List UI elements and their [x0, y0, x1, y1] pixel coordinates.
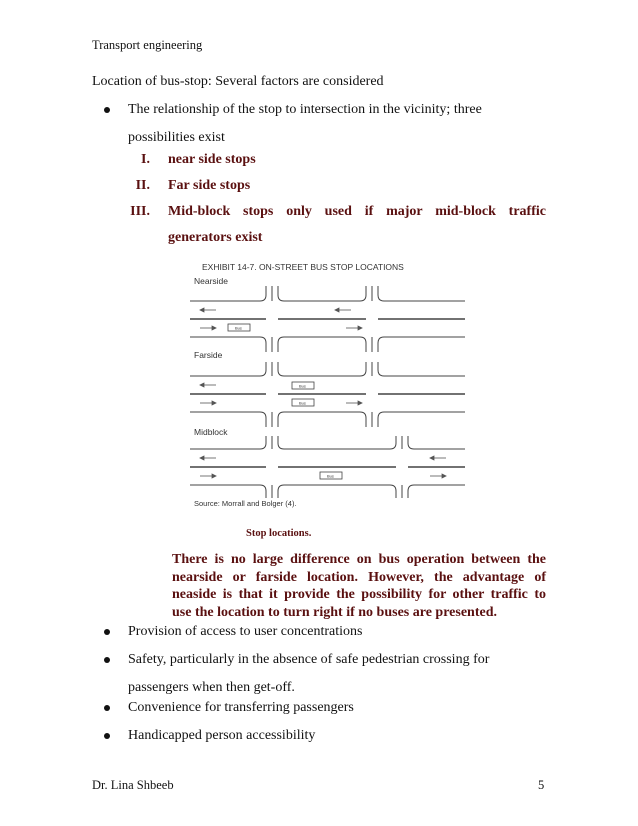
- running-header: Transport engineering: [92, 38, 203, 52]
- paragraph-line: neaside is that it provide the possibility for other traffic to: [172, 587, 546, 602]
- bullet-dot: [104, 629, 110, 635]
- paragraph-line: There is no large difference on bus operation between the: [172, 552, 546, 567]
- bus-label: Bus: [299, 400, 306, 406]
- paragraph-line: nearside or farside location. However, the advantage of: [172, 569, 546, 585]
- option-number: III.: [130, 204, 150, 219]
- bus-label: Bus: [327, 473, 334, 479]
- bus-label: Bus: [235, 325, 242, 331]
- midblock-panel: [190, 427, 465, 498]
- farside-label: Farside: [194, 350, 223, 360]
- option-number: II.: [135, 178, 150, 193]
- bullet-text: Handicapped person accessibility: [128, 728, 316, 743]
- bullet-dot: [104, 657, 110, 663]
- option-label: near side stops: [168, 152, 256, 167]
- bullet-dot: [104, 705, 110, 711]
- option-label-line1: Mid-block stops only used if major mid-block traffic: [168, 204, 546, 219]
- bullet-text-line2: possibilities exist: [128, 130, 225, 145]
- bullet-text-line1: Safety, particularly in the absence of safe pedestrian crossing for: [128, 652, 490, 667]
- midblock-label: Midblock: [194, 427, 228, 437]
- nearside-farside-paragraph: [172, 551, 546, 621]
- nearside-panel: [190, 276, 465, 352]
- paragraph-line: use the location to turn right if no buses are presented.: [172, 604, 497, 620]
- bus-label: Bus: [299, 383, 306, 389]
- bullet-text: Convenience for transferring passengers: [128, 700, 354, 715]
- bullet-text-line1: The relationship of the stop to intersection in the vicinity; three: [128, 102, 482, 117]
- intro-line: Location of bus-stop: Several factors are considered: [92, 74, 384, 89]
- option-label-line2: generators exist: [168, 230, 263, 245]
- bullet-dot: [104, 107, 110, 113]
- nearside-label: Nearside: [194, 276, 229, 286]
- option-number: I.: [141, 152, 150, 167]
- exhibit-title: EXHIBIT 14-7. ON-STREET BUS STOP LOCATIONS: [202, 262, 404, 272]
- bullet-dot: [104, 733, 110, 739]
- footer-author: Dr. Lina Shbeeb: [92, 778, 174, 792]
- option-label: Far side stops: [168, 178, 251, 193]
- bullet-text: Provision of access to user concentrations: [128, 624, 363, 639]
- bullet-text-line2: passengers when then get-off.: [128, 680, 295, 695]
- page-number: 5: [538, 778, 545, 792]
- bus-stop-locations-exhibit: [180, 252, 480, 510]
- figure-caption: Stop locations.: [246, 528, 312, 539]
- exhibit-source: Source: Morrall and Bolger (4).: [194, 499, 297, 508]
- farside-panel: [190, 350, 465, 427]
